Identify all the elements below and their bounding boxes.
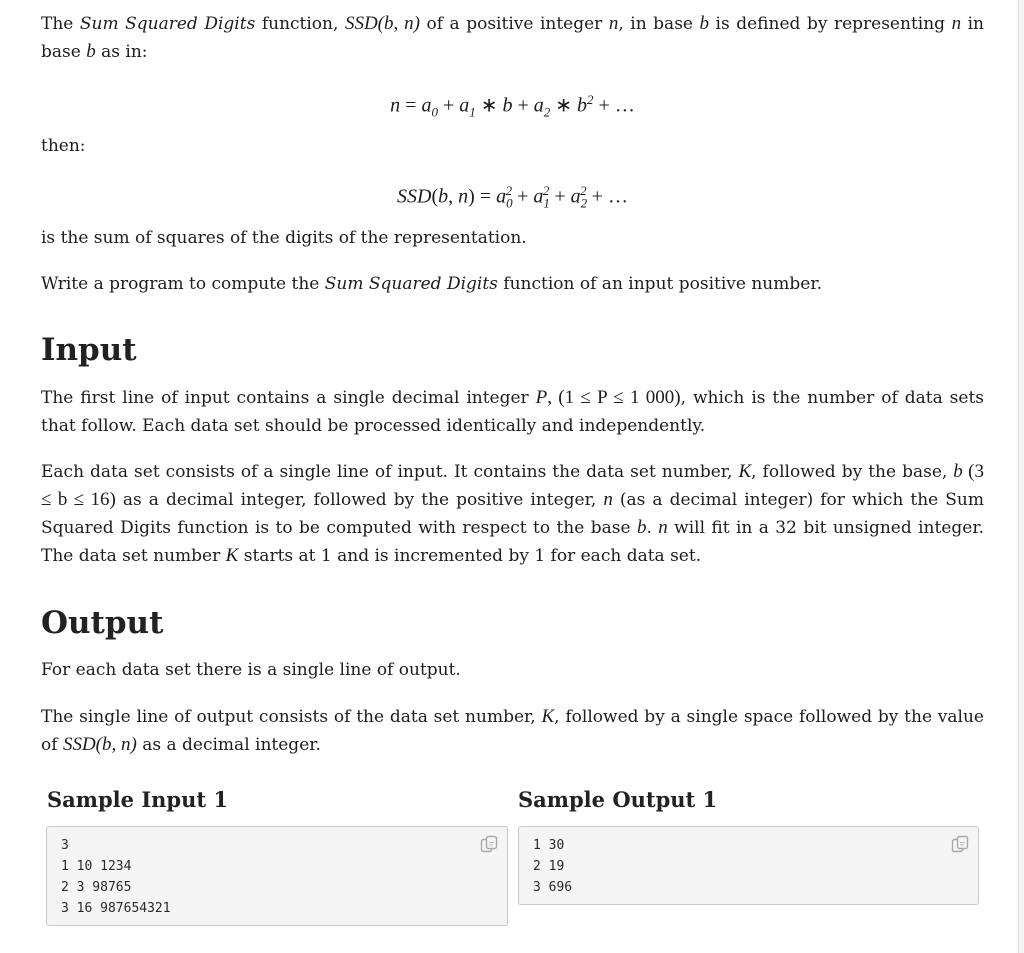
sample-input-label: Sample Input 1	[47, 787, 228, 812]
sum-squares-note: is the sum of squares of the digits of the representation.	[41, 228, 527, 248]
sample-output-box[interactable]	[518, 826, 979, 905]
equation-representation: $n = a_0 + a_1$ ∗ $b + a_2$ ∗ $b^2$ + …	[390, 92, 635, 120]
sample-output-label: Sample Output 1	[518, 787, 718, 812]
copy-icon[interactable]	[479, 834, 499, 854]
sample-input-box[interactable]	[46, 826, 508, 926]
task-paragraph: Write a program to compute the Sum Squared Digits function of an input positive number.	[41, 274, 822, 294]
output-heading: Output	[41, 605, 164, 641]
then-label: then:	[41, 136, 86, 156]
equation-ssd: SSD(b, $n) = a_0^2 + a_1^2 + a_2^2$ + …	[397, 183, 628, 211]
sample-input-text: 3 1 10 1234 2 3 98765 3 16 987654321	[61, 838, 171, 916]
input-paragraph-2: Each data set consists of a single line of input. It contains the data set number, K, followed by the base, b (3 ≤ b ≤ 16) as a decimal integer, followed by the positive integer, n (as a decimal integer) for which the Sum Squared Digits function is to be computed with respect to the base b. n will fit in a 32 bit unsigned integer. The data set number K starts at 1 and is incremented by 1 for each data set.	[41, 461, 985, 566]
output-paragraph-1: For each data set there is a single line of output.	[41, 660, 461, 680]
output-paragraph-2: The single line of output consists of the data set number, K, followed by a single space followed by the value of SSD(b, n) as a decimal integer.	[41, 706, 984, 755]
copy-icon[interactable]	[950, 834, 970, 854]
page-edge	[1019, 0, 1024, 953]
input-heading: Input	[41, 332, 137, 368]
intro-paragraph: The Sum Squared Digits function, SSD(b, n) of a positive integer n, in base b is defined by representing n in base b as in:	[41, 13, 984, 62]
sample-output-text: 1 30 2 19 3 696	[533, 838, 573, 895]
input-paragraph-1: The first line of input contains a single decimal integer P, (1 ≤ P ≤ 1 000), which is the number of data sets that follow. Each data set should be processed identically and independently.	[41, 387, 984, 436]
